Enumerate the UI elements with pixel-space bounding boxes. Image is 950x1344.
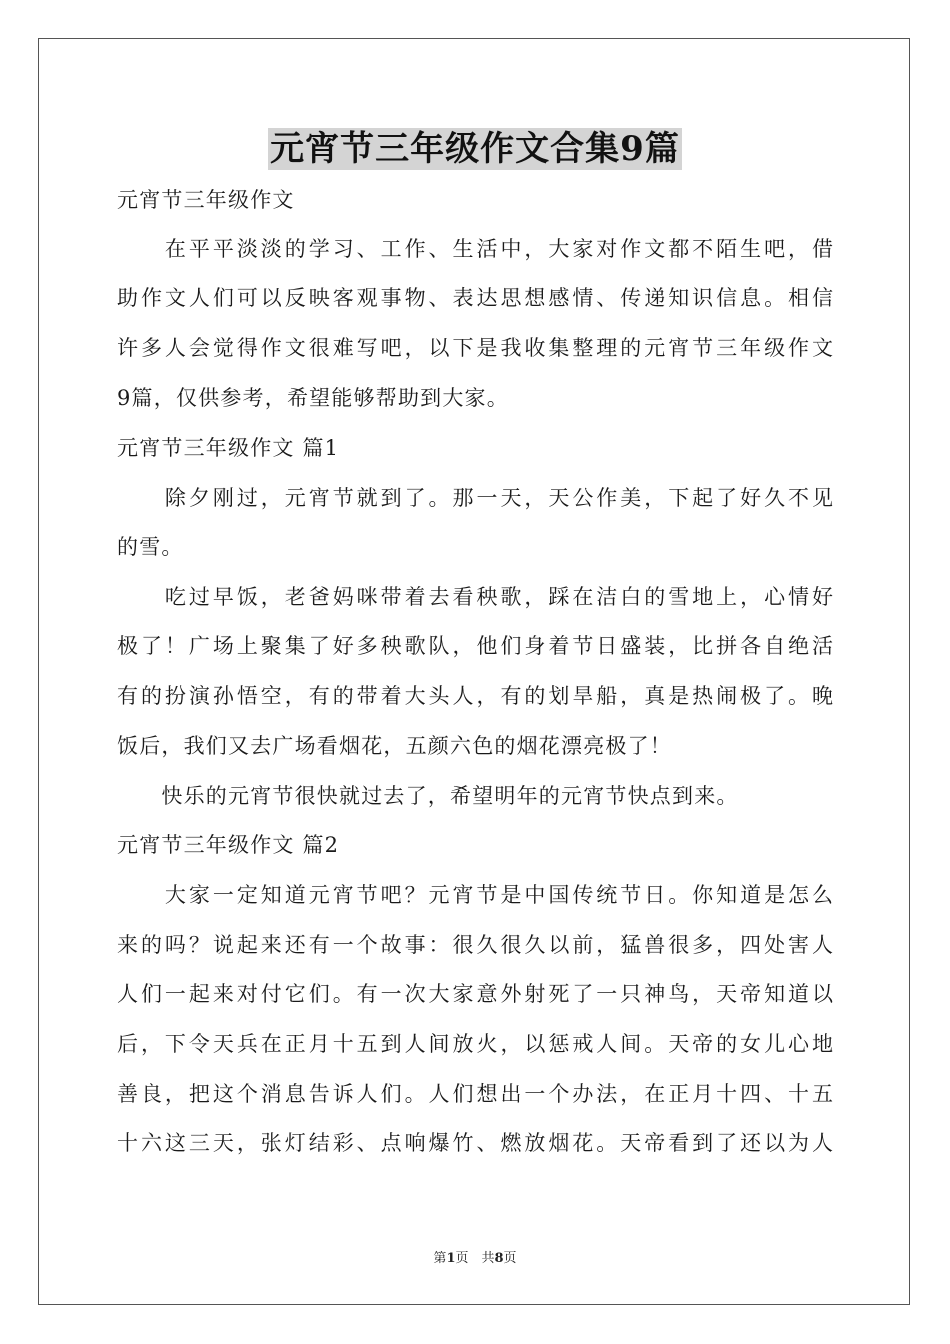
- paragraph-line: 十六这三天，张灯结彩、点响爆竹、燃放烟花。天帝看到了还以为人: [117, 1131, 833, 1155]
- paragraph-line: 除夕刚过，元宵节就到了。那一天，天公作美，下起了好久不见: [117, 486, 833, 510]
- section-heading: 元宵节三年级作文 篇2: [117, 833, 340, 857]
- document-title: 元宵节三年级作文合集9篇: [270, 129, 680, 169]
- paragraph-line: 9篇，仅供参考，希望能够帮助到大家。: [117, 386, 509, 410]
- paragraph-line: 大家一定知道元宵节吧？元宵节是中国传统节日。你知道是怎么: [117, 883, 833, 907]
- current-page-number: 1: [446, 1251, 456, 1266]
- paragraph-line: 吃过早饭，老爸妈咪带着去看秧歌，踩在洁白的雪地上，心情好: [117, 585, 833, 609]
- total-page-number: 8: [494, 1251, 504, 1266]
- paragraph-line: 饭后，我们又去广场看烟花，五颜六色的烟花漂亮极了！: [117, 734, 672, 758]
- title-container: [0, 128, 950, 170]
- paragraph-line: 善良，把这个消息告诉人们。人们想出一个办法，在正月十四、十五: [117, 1082, 833, 1106]
- page-label-prefix: 第: [433, 1251, 447, 1266]
- paragraph-line: 后，下令天兵在正月十五到人间放火，以惩戒人间。天帝的女儿心地: [117, 1032, 833, 1056]
- page-label-mid: 页 共: [455, 1251, 495, 1266]
- paragraph-line: 在平平淡淡的学习、工作、生活中，大家对作文都不陌生吧，借: [117, 237, 833, 261]
- paragraph-line: 极了！广场上聚集了好多秧歌队，他们身着节日盛装，比拼各自绝活: [117, 634, 833, 658]
- paragraph-line: 的雪。: [117, 535, 184, 559]
- paragraph-line: 来的吗？说起来还有一个故事：很久很久以前，猛兽很多，四处害人: [117, 933, 833, 957]
- section-heading: 元宵节三年级作文 篇1: [117, 436, 340, 460]
- paragraph-line: 人们一起来对付它们。有一次大家意外射死了一只神鸟，天帝知道以: [117, 982, 833, 1006]
- paragraph-line: 有的扮演孙悟空，有的带着大头人，有的划旱船，真是热闹极了。晚: [117, 684, 833, 708]
- paragraph-line: 快乐的元宵节很快就过去了，希望明年的元宵节快点到来。: [117, 784, 739, 808]
- section-heading: 元宵节三年级作文: [117, 188, 295, 212]
- paragraph-line: 助作文人们可以反映客观事物、表达思想感情、传递知识信息。相信: [117, 286, 833, 310]
- page-border: [38, 38, 910, 1305]
- paragraph-line: 许多人会觉得作文很难写吧，以下是我收集整理的元宵节三年级作文: [117, 336, 833, 360]
- page-label-suffix: 页: [503, 1251, 517, 1266]
- page-footer: [0, 1247, 950, 1266]
